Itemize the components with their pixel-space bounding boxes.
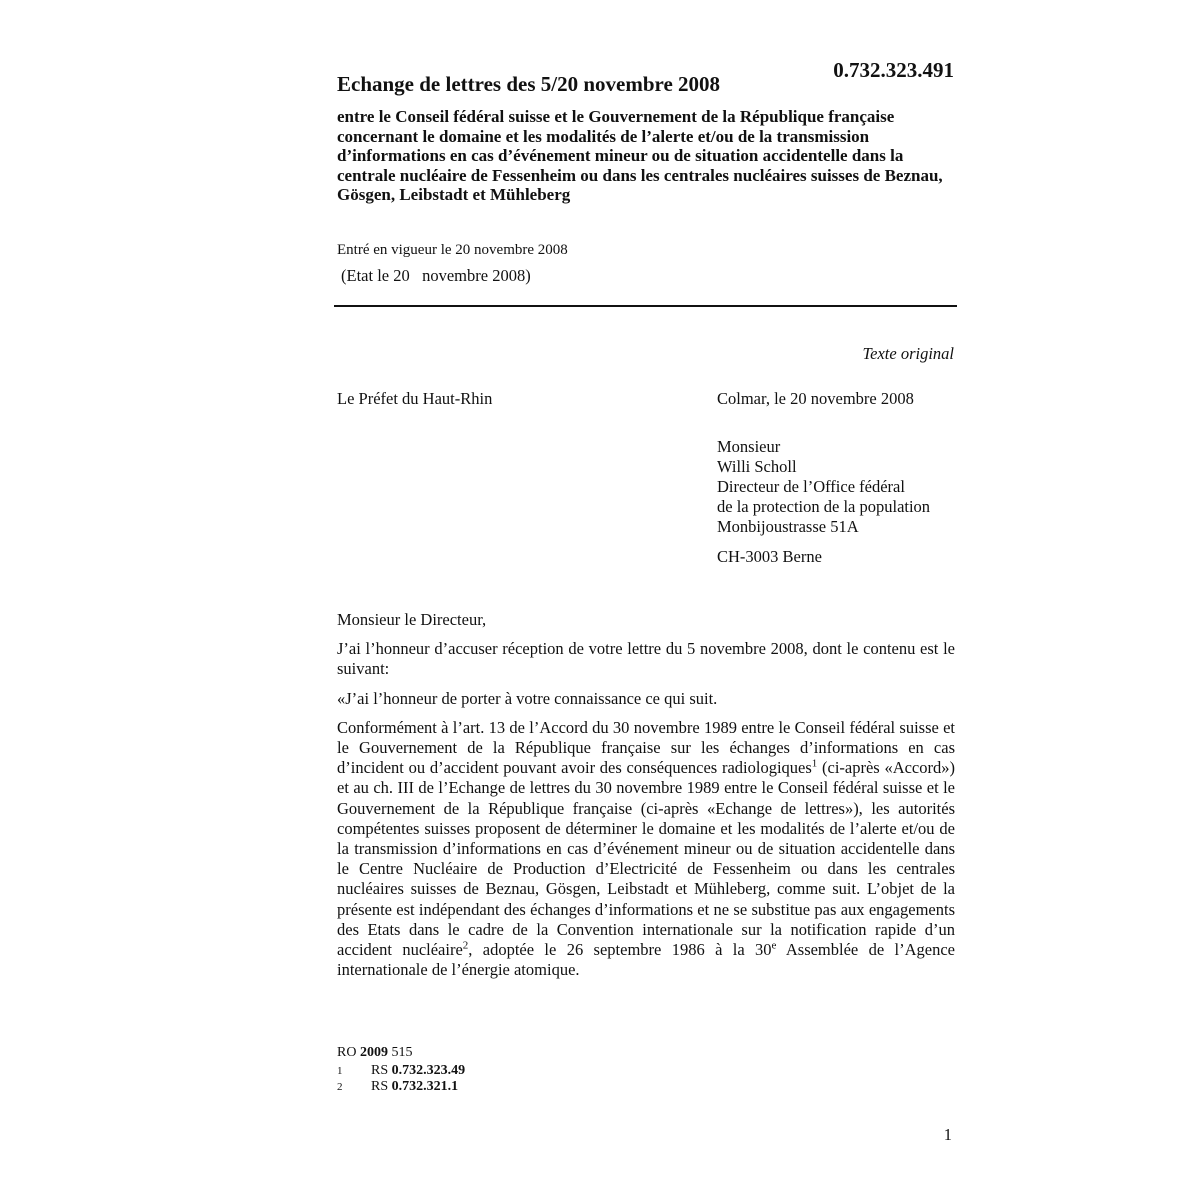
footnote	[337, 1079, 465, 1095]
document-page	[337, 0, 957, 1200]
paragraph-text: Conformément à l’art. 13 de l’Accord du 30 novembre 1989 entre le Conseil fédéral suisse et le Gouvernement de la République française sur les échanges d’informations en cas d’incident ou d’accident pouvant avoir des conséquences radiologiques	[337, 717, 955, 778]
body-paragraph: «J’ai l’honneur de porter à votre connaissance ce qui suit.	[337, 688, 718, 708]
footnote-reference[interactable]: 1	[811, 757, 818, 770]
ordinal-suffix: e	[771, 939, 777, 952]
letter-sender: Le Préfet du Haut-Rhin	[337, 389, 493, 408]
recipient-line: Willi Scholl	[717, 457, 797, 476]
page-number: 1	[943, 1125, 952, 1144]
footnotes	[337, 1044, 465, 1095]
ro-page: 515	[387, 1045, 413, 1060]
paragraph-text: (ci-après «Accord») et au ch. III de l’Echange de lettres du 30 novembre 1989 entre le Conseil fédéral suisse et le Gouvernement de la République française (ci-après «Echange de lettres»), les autorités compétentes suisses proposent de déterminer le domaine et les modalités de l’alerte et/ou de la transmission d’informations en cas d’événement mineur ou de situation accidentelle dans le Centre Nucléaire de Production d’Electricité de Fessenheim ou dans les centrales nucléaires suisses de Beznau, Gösgen, Leibstadt et Mühleberg, comme suit. L’objet de la présente est indépendant des échanges d’informations et ne se substitue pas aux engagements des Etats dans le cadre de la Convention internationale sur la notification rapide d’un accident nucléaire	[337, 758, 955, 960]
entry-into-force: Entré en vigueur le 20 novembre 2008	[337, 242, 568, 258]
footnote-text	[371, 1079, 458, 1095]
recipient-city: CH-3003 Berne	[717, 547, 822, 566]
footnote-prefix: RS	[371, 1063, 392, 1078]
recipient-address	[717, 437, 930, 537]
ro-reference	[337, 1044, 465, 1061]
paragraph-text: , adoptée le 26 septembre 1986 à la 30	[468, 940, 772, 960]
state-date: (Etat le 20 novembre 2008)	[341, 266, 531, 285]
sr-number: 0.732.323.491	[833, 58, 954, 82]
recipient-line: Monsieur	[717, 437, 781, 456]
salutation: Monsieur le Directeur,	[337, 610, 487, 629]
recipient-line: de la protection de la population	[717, 497, 931, 516]
document-title: Echange de lettres des 5/20 novembre 2008	[337, 72, 721, 96]
ro-prefix: RO	[337, 1045, 360, 1060]
footnote	[337, 1063, 465, 1079]
footnote-prefix: RS	[371, 1079, 392, 1094]
paragraph-text: Assemblée de l’Agence internationale de l’énergie atomique.	[337, 940, 956, 980]
original-text-label: Texte original	[862, 344, 954, 363]
header-divider	[334, 305, 957, 307]
body-paragraph: J’ai l’honneur d’accuser réception de votre lettre du 5 novembre 2008, dont le contenu est le suivant:	[337, 639, 955, 679]
letter-place-date: Colmar, le 20 novembre 2008	[717, 389, 914, 408]
document-subtitle: entre le Conseil fédéral suisse et le Gouvernement de la République française concernant le domaine et les modalités de l’alerte et/ou de la transmission d’informations en cas d’événement mineur ou de situation accidentelle dans la centrale nucléaire de Fessenheim ou dans les centrales nucléaires suisses de Beznau, Gösgen, Leibstadt et Mühleberg	[337, 107, 943, 204]
body-paragraph	[337, 718, 955, 981]
letter-body	[337, 610, 955, 989]
footnote-link[interactable]: 0.732.323.49	[391, 1063, 466, 1078]
footnote-number: 2	[337, 1081, 343, 1093]
footnote-reference[interactable]: 2	[462, 939, 469, 952]
footnote-link[interactable]: 0.732.321.1	[391, 1079, 459, 1094]
footnote-number: 1	[337, 1065, 343, 1077]
footnote-text	[371, 1063, 465, 1079]
recipient-line: Monbijoustrasse 51A	[717, 517, 859, 536]
ro-year: 2009	[359, 1045, 388, 1060]
recipient-line: Directeur de l’Office fédéral	[717, 477, 905, 496]
